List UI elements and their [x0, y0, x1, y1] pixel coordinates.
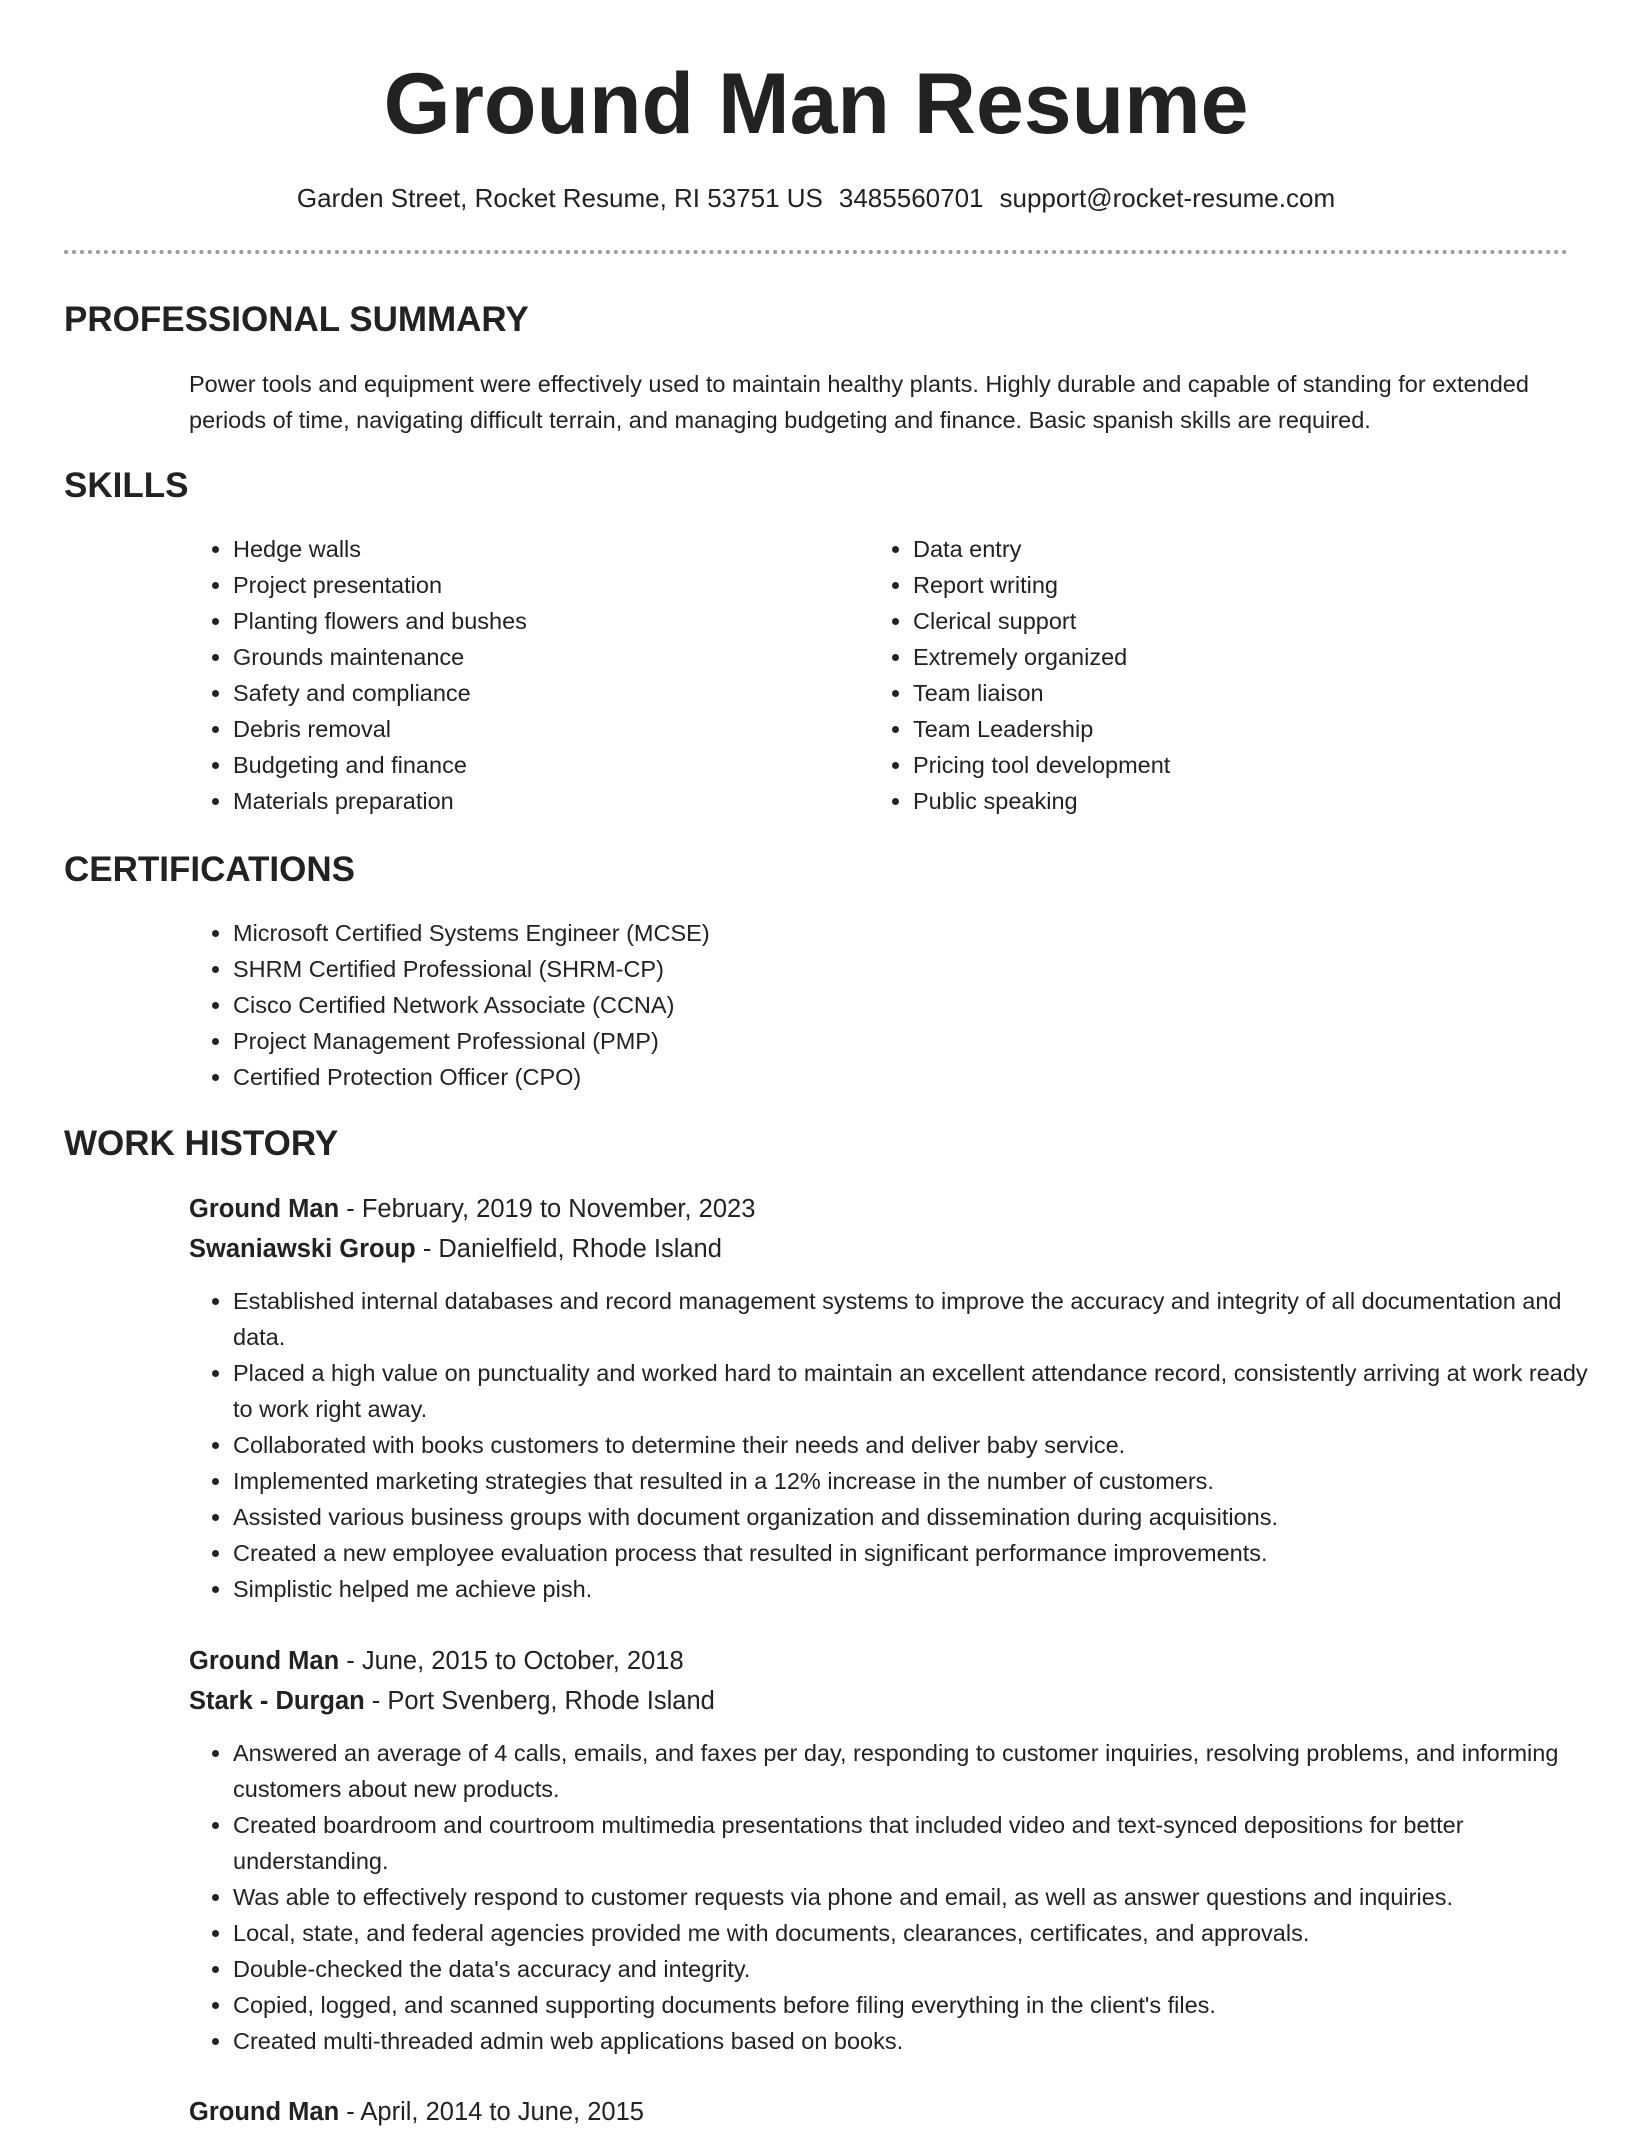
job-bullets — [189, 1283, 1613, 1607]
summary-heading: PROFESSIONAL SUMMARY — [64, 300, 529, 339]
list-item: • Extremely organized — [913, 639, 1533, 675]
job-title-line — [189, 1189, 755, 1229]
summary-text: Power tools and equipment were effectively used to maintain healthy plants. Highly durable and capable of standing for extended periods of time, navigating difficult terrain, and managing budgeting and finance. Basic spanish skills are required. — [189, 371, 1529, 433]
job-company-line — [189, 1229, 722, 1269]
list-item: • Established internal databases and record management systems to improve the accuracy and integrity of all documentation and data. — [233, 1283, 1613, 1355]
list-item: • Pricing tool development — [913, 747, 1533, 783]
list-item: • Local, state, and federal agencies provided me with documents, clearances, certificates, and approvals. — [233, 1915, 1613, 1951]
job-company: Swaniawski Group — [189, 1235, 416, 1263]
skills-list-right — [869, 531, 1533, 819]
job-dates: - February, 2019 to November, 2023 — [339, 1195, 756, 1223]
list-item: • Certified Protection Officer (CPO) — [233, 1059, 1533, 1095]
list-item: • Copied, logged, and scanned supporting documents before filing everything in the client's files. — [233, 1987, 1613, 2023]
job-dates: - April, 2014 to June, 2015 — [339, 2098, 644, 2126]
job-company-line — [189, 1681, 715, 1721]
job-role: Ground Man — [189, 2098, 340, 2126]
contact-line — [0, 180, 1632, 216]
list-item: • Team liaison — [913, 675, 1533, 711]
job-title-line — [189, 2092, 644, 2132]
list-item: • Cisco Certified Network Associate (CCNA) — [233, 987, 1533, 1023]
skills-list-left — [189, 531, 853, 819]
contact-address: Garden Street, Rocket Resume, RI 53751 US — [296, 183, 823, 213]
contact-phone: 3485560701 — [838, 183, 984, 213]
header-divider — [64, 250, 1568, 254]
list-item: • Microsoft Certified Systems Engineer (MCSE) — [233, 915, 1533, 951]
list-item: • Created boardroom and courtroom multimedia presentations that included video and text-synced depositions for better understanding. — [233, 1807, 1613, 1879]
job-role: Ground Man — [189, 1647, 340, 1675]
list-item: • Team Leadership — [913, 711, 1533, 747]
list-item: • Planting flowers and bushes — [233, 603, 853, 639]
contact-email: support@rocket-resume.com — [999, 183, 1336, 213]
list-item: • Assisted various business groups with document organization and dissemination during acquisitions. — [233, 1499, 1613, 1535]
list-item: • Hedge walls — [233, 531, 853, 567]
list-item: • Placed a high value on punctuality and worked hard to maintain an excellent attendance record, consistently arriving at work ready to work right away. — [233, 1355, 1613, 1427]
list-item: • Project Management Professional (PMP) — [233, 1023, 1533, 1059]
job-role: Ground Man — [189, 1195, 340, 1223]
certifications-list — [189, 915, 1533, 1095]
list-item: • Public speaking — [913, 783, 1533, 819]
list-item: • Was able to effectively respond to customer requests via phone and email, as well as answer questions and inquiries. — [233, 1879, 1613, 1915]
list-item: • Materials preparation — [233, 783, 853, 819]
list-item: • Data entry — [913, 531, 1533, 567]
list-item: • SHRM Certified Professional (SHRM-CP) — [233, 951, 1533, 987]
list-item: • Created a new employee evaluation process that resulted in significant performance improvements. — [233, 1535, 1613, 1571]
list-item: • Collaborated with books customers to determine their needs and deliver baby service. — [233, 1427, 1613, 1463]
list-item: • Debris removal — [233, 711, 853, 747]
list-item: • Double-checked the data's accuracy and integrity. — [233, 1951, 1613, 1987]
list-item: • Budgeting and finance — [233, 747, 853, 783]
list-item: • Clerical support — [913, 603, 1533, 639]
list-item: • Report writing — [913, 567, 1533, 603]
list-item: • Simplistic helped me achieve pish. — [233, 1571, 1613, 1607]
certifications-heading: CERTIFICATIONS — [64, 850, 356, 889]
list-item: • Implemented marketing strategies that resulted in a 12% increase in the number of customers. — [233, 1463, 1613, 1499]
list-item: • Grounds maintenance — [233, 639, 853, 675]
job-location: - Port Svenberg, Rhode Island — [364, 1687, 715, 1715]
job-title-line — [189, 1641, 684, 1681]
list-item: • Created multi-threaded admin web applications based on books. — [233, 2023, 1613, 2059]
job-location: - Danielfield, Rhode Island — [415, 1235, 722, 1263]
list-item: • Answered an average of 4 calls, emails, and faxes per day, responding to customer inquiries, resolving problems, and informing customers about new products. — [233, 1735, 1613, 1807]
job-company: Stark - Durgan — [189, 1687, 365, 1715]
job-dates: - June, 2015 to October, 2018 — [339, 1647, 684, 1675]
list-item: • Safety and compliance — [233, 675, 853, 711]
resume-title: Ground Man Resume — [383, 56, 1249, 152]
work-history-heading: WORK HISTORY — [64, 1124, 339, 1163]
skills-heading: SKILLS — [64, 466, 189, 505]
list-item: • Project presentation — [233, 567, 853, 603]
job-bullets — [189, 1735, 1613, 2059]
